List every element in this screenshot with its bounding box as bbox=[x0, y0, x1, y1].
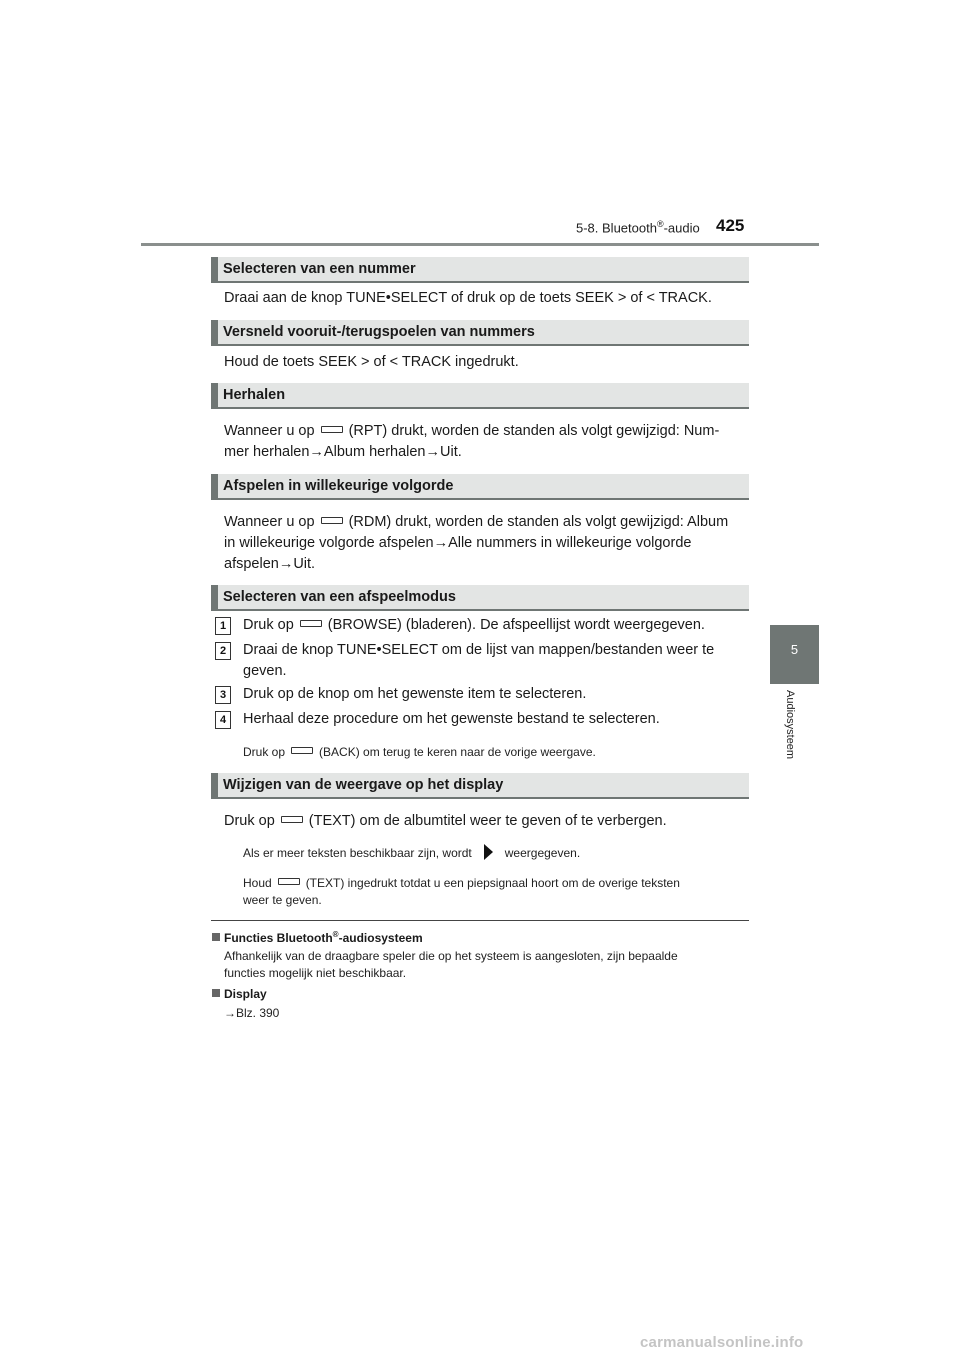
display-note-hold-text: Houd (TEXT) ingedrukt totdat u een piepsignaal hoort om de overige teksten weer te geven. bbox=[243, 876, 680, 907]
square-bullet-icon bbox=[212, 989, 220, 997]
section-heading-select-track: Selecteren van een nummer bbox=[211, 257, 749, 283]
step-4-text: Herhaal deze procedure om het gewenste bestand te selecteren. bbox=[243, 711, 660, 727]
display-note-more-text: Als er meer teksten beschikbaar zijn, wordt weergegeven. bbox=[243, 845, 746, 862]
section-text-select-track: Draai aan de knop TUNE•SELECT of druk op de toets SEEK > of < TRACK. bbox=[224, 290, 712, 306]
button-icon bbox=[291, 747, 313, 754]
step-number-3: 3 bbox=[215, 686, 231, 704]
square-bullet-icon bbox=[212, 933, 220, 941]
note-text-display-ref: →Blz. 390 bbox=[224, 1006, 280, 1020]
section-header: 5-8. Bluetooth®-audio bbox=[576, 219, 700, 236]
step-2-text: Draai de knop TUNE•SELECT om de lijst van mappen/bestanden weer te geven. bbox=[243, 642, 715, 679]
section-heading-display: Wijzigen van de weergave op het display bbox=[211, 773, 749, 799]
note-heading-bluetooth-functions: Functies Bluetooth®-audiosysteem bbox=[212, 930, 423, 945]
button-icon bbox=[278, 878, 300, 885]
button-icon bbox=[321, 426, 343, 433]
section-text-shuffle: Wanneer u op (RDM) drukt, worden de standen als volgt gewijzigd: Album in willekeurige volgorde afspelen→Alle nummers in willekeurige volgorde afspelen→Uit. bbox=[224, 514, 729, 572]
button-icon bbox=[281, 816, 303, 823]
button-icon bbox=[300, 620, 322, 627]
step-number-4: 4 bbox=[215, 711, 231, 729]
step-3-text: Druk op de knop om het gewenste item te selecteren. bbox=[243, 686, 587, 702]
step-number-1: 1 bbox=[215, 617, 231, 635]
note-heading-display: Display bbox=[212, 987, 267, 1001]
play-arrow-icon bbox=[484, 844, 493, 860]
note-text-bluetooth-functions: Afhankelijk van de draagbare speler die op het systeem is aangesloten, zijn bepaalde functies mogelijk niet beschikbaar. bbox=[224, 949, 678, 980]
chapter-number: 5 bbox=[790, 642, 799, 657]
notes-divider bbox=[211, 920, 749, 921]
button-icon bbox=[321, 517, 343, 524]
section-heading-fast-forward: Versneld vooruit-/terugspoelen van nummers bbox=[211, 320, 749, 346]
section-text-display: Druk op (TEXT) om de albumtitel weer te geven of te verbergen. bbox=[224, 813, 667, 829]
header-rule bbox=[141, 243, 819, 246]
section-heading-shuffle: Afspelen in willekeurige volgorde bbox=[211, 474, 749, 500]
step-1-text: Druk op (BROWSE) (bladeren). De afspeellijst wordt weergegeven. bbox=[243, 617, 705, 633]
page-number: 425 bbox=[716, 216, 745, 235]
section-heading-repeat: Herhalen bbox=[211, 383, 749, 409]
step-number-2: 2 bbox=[215, 642, 231, 660]
back-note: Druk op (BACK) om terug te keren naar de vorige weergave. bbox=[243, 745, 596, 759]
section-text-repeat: Wanneer u op (RPT) drukt, worden de standen als volgt gewijzigd: Num- mer herhalen→Album herhalen→Uit. bbox=[224, 423, 720, 460]
chapter-label: Audiosysteem bbox=[784, 690, 796, 760]
section-text-fast-forward: Houd de toets SEEK > of < TRACK ingedrukt. bbox=[224, 354, 519, 370]
watermark: carmanualsonline.info bbox=[640, 1334, 804, 1351]
section-heading-playback-mode: Selecteren van een afspeelmodus bbox=[211, 585, 749, 611]
